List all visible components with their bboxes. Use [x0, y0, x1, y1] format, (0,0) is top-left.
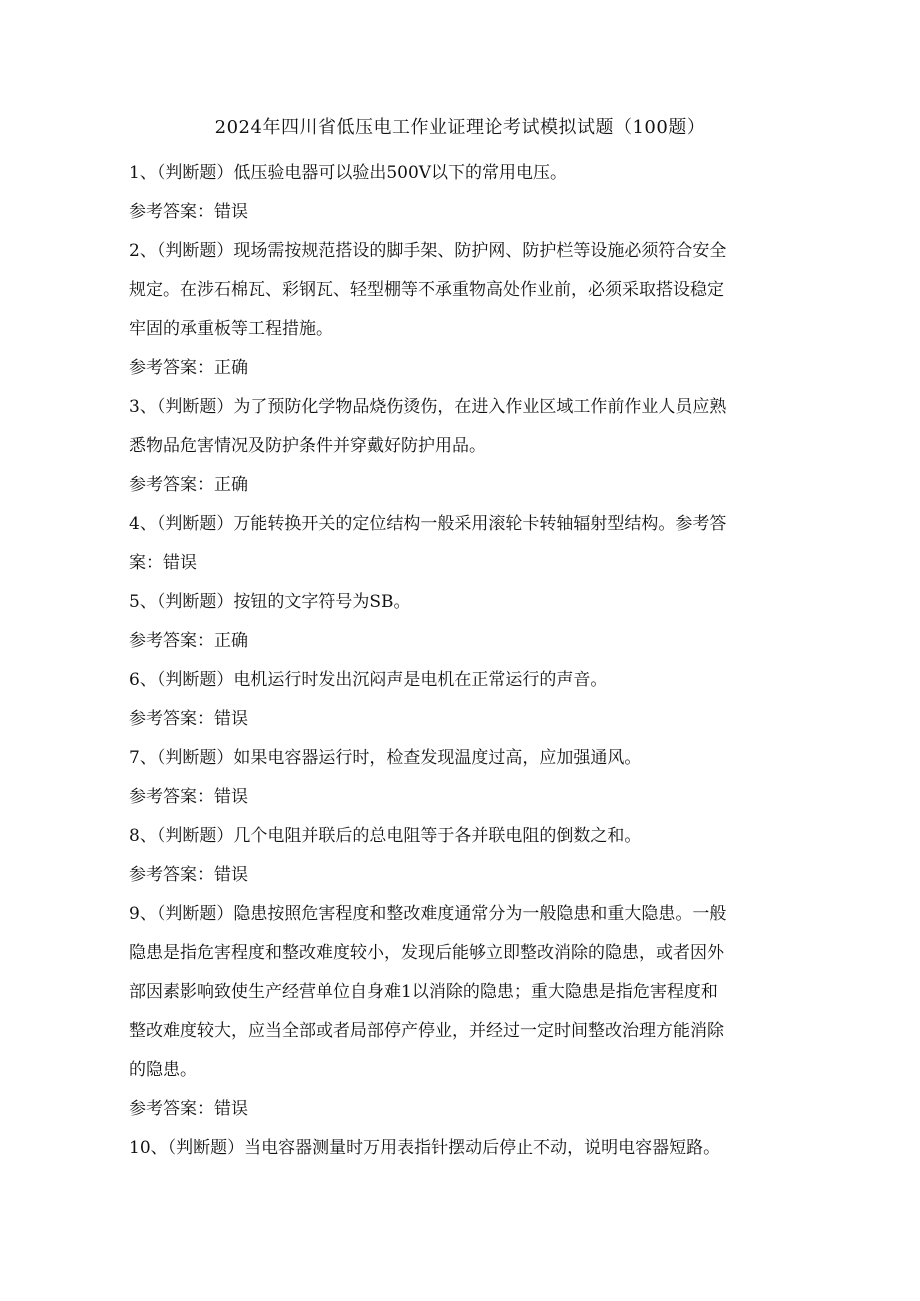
answer-8: 参考答案：错误 — [129, 865, 248, 885]
answer-1: 参考答案：错误 — [129, 202, 248, 222]
question-5-text: 5、（判断题）按钮的文字符号为SB。 — [129, 592, 411, 612]
answer-9: 参考答案：错误 — [129, 1099, 248, 1119]
question-2-text: 2、（判断题）现场需按规范搭设的脚手架、防护网、防护栏等设施必须符合安全 — [129, 241, 727, 261]
question-9-text-cont: 的隐患。 — [129, 1060, 197, 1080]
question-1-text: 1、（判断题）低压验电器可以验出500V以下的常用电压。 — [129, 163, 568, 183]
question-6-text: 6、（判断题）电机运行时发出沉闷声是电机在正常运行的声音。 — [129, 670, 608, 690]
question-3-text-cont: 悉物品危害情况及防护条件并穿戴好防护用品。 — [129, 436, 486, 456]
question-9-text: 9、（判断题）隐患按照危害程度和整改难度通常分为一般隐患和重大隐患。一般 — [129, 904, 727, 924]
answer-5: 参考答案：正确 — [129, 631, 248, 651]
question-3-text: 3、（判断题）为了预防化学物品烧伤烫伤，在进入作业区域工作前作业人员应熟 — [129, 397, 727, 417]
document-body — [129, 154, 799, 1168]
question-9-text-cont: 整改难度较大，应当全部或者局部停产停业，并经过一定时间整改治理方能消除 — [129, 1021, 724, 1041]
question-7-text: 7、（判断题）如果电容器运行时，检查发现温度过高，应加强通风。 — [129, 748, 642, 768]
answer-3: 参考答案：正确 — [129, 475, 248, 495]
answer-2: 参考答案：正确 — [129, 358, 248, 378]
question-2-text-cont: 牢固的承重板等工程措施。 — [129, 319, 333, 339]
question-8-text: 8、（判断题）几个电阻并联后的总电阻等于各并联电阻的倒数之和。 — [129, 826, 642, 846]
answer-6: 参考答案：错误 — [129, 709, 248, 729]
question-2-text-cont: 规定。在涉石棉瓦、彩钢瓦、轻型棚等不承重物高处作业前，必须采取搭设稳定 — [129, 280, 724, 300]
answer-4: 案：错误 — [129, 553, 197, 573]
question-4-text: 4、（判断题）万能转换开关的定位结构一般采用滚轮卡转轴辐射型结构。参考答 — [129, 514, 727, 534]
answer-7: 参考答案：错误 — [129, 787, 248, 807]
question-10-text: 10、（判断题）当电容器测量时万用表指针摆动后停止不动，说明电容器短路。 — [129, 1138, 721, 1158]
document-title: 2024年四川省低压电工作业证理论考试模拟试题（100题） — [214, 117, 706, 138]
question-9-text-cont: 部因素影响致使生产经营单位自身难1以消除的隐患；重大隐患是指危害程度和 — [129, 982, 718, 1002]
question-9-text-cont: 隐患是指危害程度和整改难度较小，发现后能够立即整改消除的隐患，或者因外 — [129, 943, 724, 963]
